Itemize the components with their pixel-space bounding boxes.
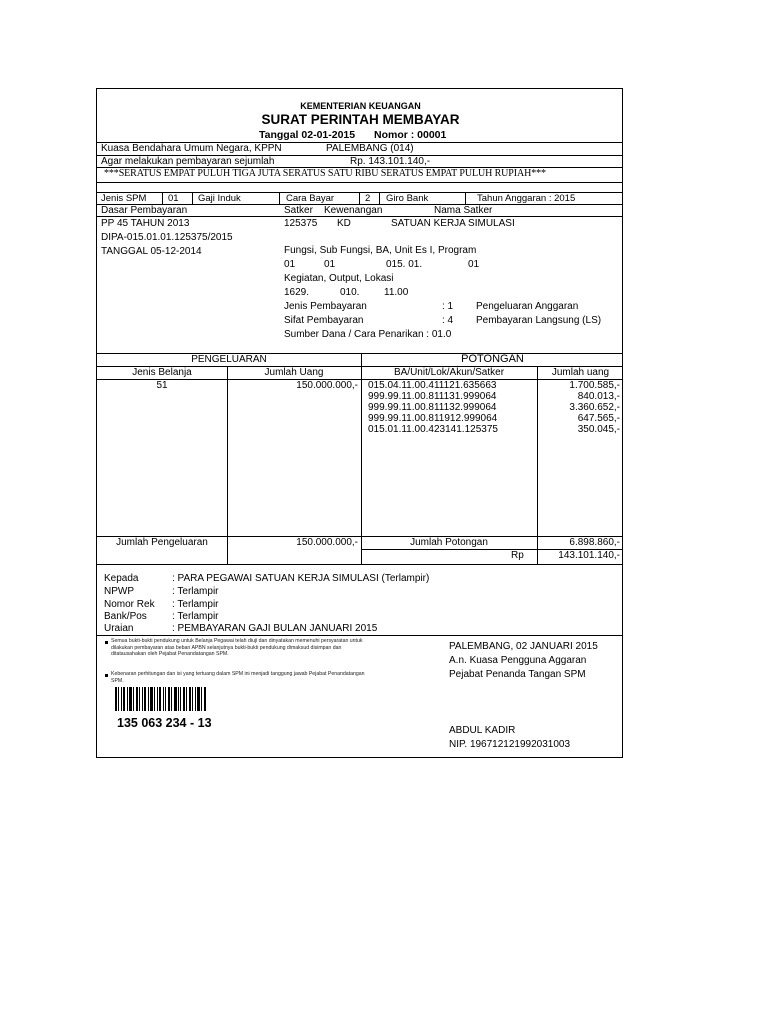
kepada-value: : PARA PEGAWAI SATUAN KERJA SIMULASI (Terlampir) — [172, 573, 430, 584]
nama-satker-value: SATUAN KERJA SIMULASI — [391, 218, 515, 229]
jumlah-uang-cell: 150.000.000,- — [296, 380, 358, 391]
fungsi-value-4: 01 — [468, 259, 480, 270]
uraian-value: : PEMBAYARAN GAJI BULAN JANUARI 2015 — [172, 623, 378, 634]
potongan-heading: POTONGAN — [461, 353, 524, 365]
col-jumlah-potongan: Jumlah uang — [551, 367, 610, 378]
potongan-kode-cell: 999.99.11.00.811132.999064 — [368, 402, 497, 413]
sifat-pembayaran-value: Pembayaran Langsung (LS) — [476, 315, 602, 326]
divider — [97, 182, 622, 183]
tahun-anggaran: Tahun Anggaran : 2015 — [477, 193, 576, 204]
potongan-kode-cell: 015.04.11.00.411121.635663 — [368, 380, 497, 391]
kewenangan-label: Kewenangan — [324, 205, 383, 216]
potongan-jumlah-cell: 840.013,- — [577, 391, 620, 402]
kuasa-label: Kuasa Bendahara Umum Negara, KPPN — [101, 143, 282, 154]
potongan-kode-cell: 015.01.11.00.423141.125375 — [368, 424, 498, 435]
cell-divider — [359, 192, 360, 204]
jenis-spm-value: Gaji Induk — [198, 193, 241, 204]
amount-in-words: ***SERATUS EMPAT PULUH TIGA JUTA SERATUS SATU RIBU SERATUS EMPAT PULUH RUPIAH*** — [104, 168, 546, 179]
cell-divider — [279, 192, 280, 204]
kegiatan-value-1: 1629. — [284, 287, 310, 298]
cara-bayar-value: Giro Bank — [386, 193, 429, 204]
satker-label: Satker — [284, 205, 313, 216]
npwp-label: NPWP — [104, 586, 134, 597]
total-pengeluaran-label: Jumlah Pengeluaran — [116, 537, 208, 548]
satker-value: 125375 — [284, 218, 318, 229]
sifat-pembayaran-code: : 4 — [442, 315, 454, 326]
potongan-jumlah-cell: 3.360.652,- — [569, 402, 620, 413]
bank-pos-label: Bank/Pos — [104, 611, 147, 622]
cell-divider — [192, 192, 193, 204]
potongan-kode-cell: 999.99.11.00.811131.999064 — [368, 391, 497, 402]
column-divider — [227, 366, 228, 564]
fungsi-value-2: 01 — [324, 259, 336, 270]
bank-pos-value: : Terlampir — [172, 611, 219, 622]
cara-bayar-label: Cara Bayar — [286, 193, 335, 204]
dasar-line-2: DIPA-015.01.01.125375/2015 — [101, 232, 233, 243]
document-number: Nomor : 00001 — [374, 129, 447, 141]
col-jenis-belanja: Jenis Belanja — [132, 367, 192, 378]
kewenangan-value: KD — [337, 218, 351, 229]
jenis-belanja-cell: 51 — [156, 380, 168, 391]
npwp-value: : Terlampir — [172, 586, 219, 597]
barcode-number: 135 063 234 - 13 — [117, 716, 212, 730]
cell-divider — [379, 192, 380, 204]
potongan-kode-cell: 999.99.11.00.811912.999064 — [368, 413, 498, 424]
amount-value: Rp. 143.101.140,- — [350, 156, 431, 167]
bullet-icon — [105, 641, 108, 644]
uraian-label: Uraian — [104, 623, 134, 634]
kegiatan-label: Kegiatan, Output, Lokasi — [284, 273, 394, 284]
signature-place-date: PALEMBANG, 02 JANUARI 2015 — [449, 641, 598, 652]
total-pengeluaran-value: 150.000.000,- — [296, 537, 358, 548]
nomor-rek-label: Nomor Rek — [104, 599, 155, 610]
jenis-spm-label: Jenis SPM — [101, 193, 147, 204]
kegiatan-value-3: 11.00 — [384, 287, 409, 298]
divider — [97, 216, 622, 217]
sifat-pembayaran-label: Sifat Pembayaran — [284, 315, 364, 326]
ministry-heading: KEMENTERIAN KEUANGAN — [300, 101, 421, 111]
cell-divider — [162, 192, 163, 204]
dasar-line-3: TANGGAL 05-12-2014 — [101, 246, 202, 257]
jenis-pembayaran-code: : 1 — [442, 301, 454, 312]
total-potongan-label: Jumlah Potongan — [410, 537, 488, 548]
fungsi-value-3: 015. 01. — [386, 259, 423, 270]
kppn-value: PALEMBANG (014) — [326, 143, 414, 154]
table-split — [361, 353, 362, 564]
col-kode-potongan: BA/Unit/Lok/Akun/Satker — [393, 367, 505, 378]
note-2: Kebenaran perhitungan dan isi yang tertuang dalam SPM ini menjadi tanggung jawab Pejabat Penandatangan SPM. — [111, 671, 365, 684]
net-currency-label: Rp — [511, 550, 524, 561]
jenis-pembayaran-value: Pengeluaran Anggaran — [476, 301, 579, 312]
bullet-icon — [105, 674, 108, 677]
potongan-jumlah-cell: 350.045,- — [577, 424, 620, 435]
nama-satker-label: Nama Satker — [434, 205, 493, 216]
total-potongan-value: 6.898.860,- — [569, 537, 620, 548]
kepada-label: Kepada — [104, 573, 139, 584]
divider — [97, 635, 622, 636]
cell-divider — [465, 192, 466, 204]
signer-name: ABDUL KADIR — [449, 725, 516, 736]
pengeluaran-heading: PENGELUARAN — [191, 354, 267, 365]
fungsi-label: Fungsi, Sub Fungsi, BA, Unit Es I, Program — [284, 245, 477, 256]
cara-bayar-code: 2 — [365, 193, 371, 204]
fungsi-value-1: 01 — [284, 259, 296, 270]
document-date: Tanggal 02-01-2015 — [259, 129, 356, 141]
net-amount-value: 143.101.140,- — [558, 550, 620, 561]
potongan-jumlah-cell: 1.700.585,- — [569, 380, 620, 391]
divider — [97, 564, 622, 565]
dasar-line-1: PP 45 TAHUN 2013 — [101, 218, 190, 229]
potongan-jumlah-cell: 647.565,- — [577, 413, 620, 424]
signature-line-2: Pejabat Penanda Tangan SPM — [449, 669, 586, 680]
nomor-rek-value: : Terlampir — [172, 599, 219, 610]
amount-label: Agar melakukan pembayaran sejumlah — [101, 156, 275, 167]
jenis-spm-code: 01 — [168, 193, 179, 204]
barcode-icon — [115, 687, 207, 711]
dasar-pembayaran-label: Dasar Pembayaran — [101, 205, 188, 216]
spm-document — [96, 88, 623, 758]
col-jumlah-uang: Jumlah Uang — [264, 367, 324, 378]
kegiatan-value-2: 010. — [340, 287, 360, 298]
signature-line-1: A.n. Kuasa Pengguna Aggaran — [449, 655, 587, 666]
note-1: Semua bukti-bukti pendukung untuk Belanja Pegawai telah diuji dan dinyatakan memenuhi persyaratan untuk dilakukan pembayaran atas beban APBN selanjutnya bukti-bukti pendukung dimaksud disimpan dan ditatausahakan oleh Pejabat Penandatangan SPM. — [111, 638, 363, 658]
document-title: SURAT PERINTAH MEMBAYAR — [261, 112, 460, 127]
signer-nip: NIP. 196712121992031003 — [449, 739, 571, 750]
sumber-dana: Sumber Dana / Cara Penarikan : 01.0 — [284, 329, 452, 340]
jenis-pembayaran-label: Jenis Pembayaran — [284, 301, 367, 312]
